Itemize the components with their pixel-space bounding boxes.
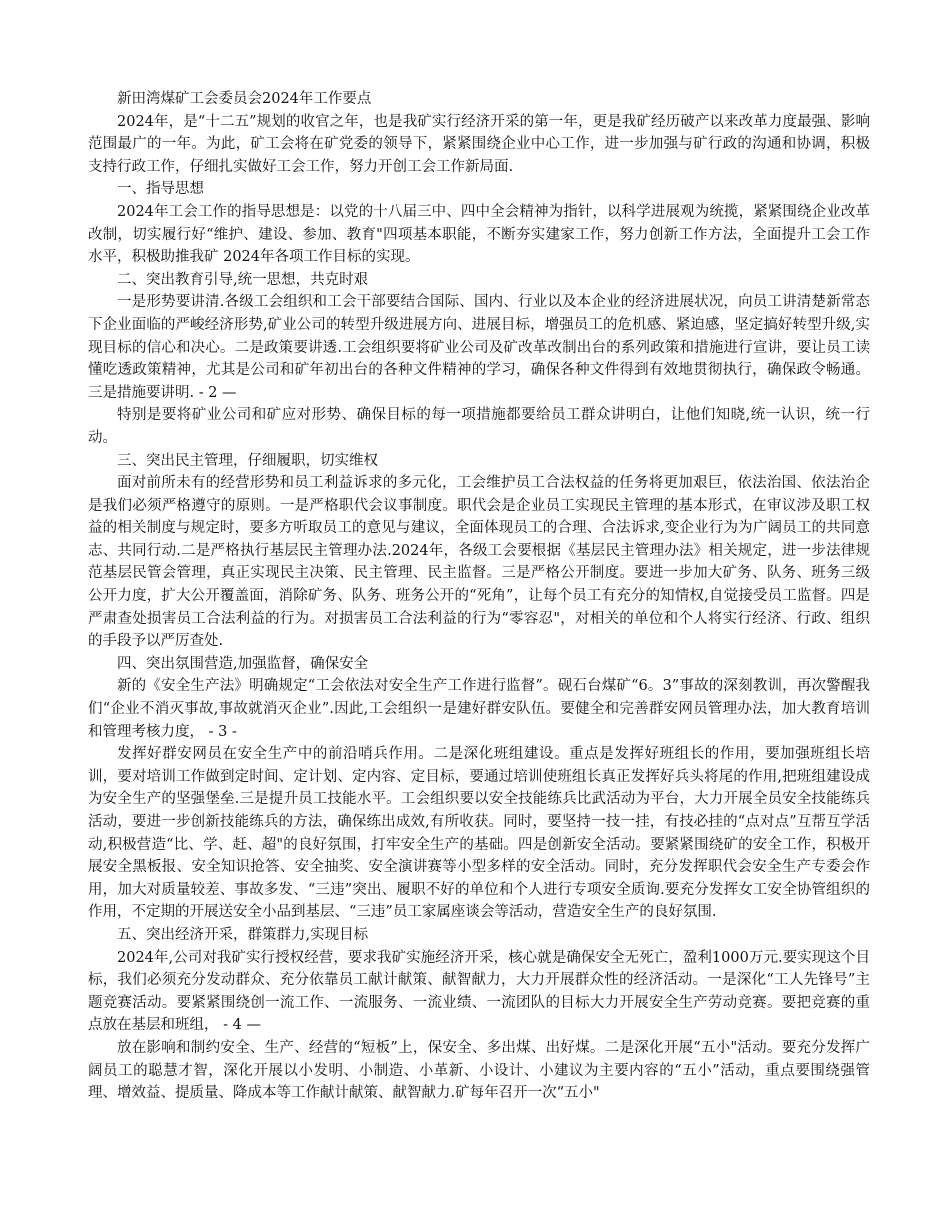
section-heading-2: 二、突出教育引导,统一思想，共克时艰 — [117, 271, 369, 288]
body-paragraph: 2024年工会工作的指导思想是：以党的十八届三中、四中全会精神为指针，以科学进展观为统揽，紧紧围绕企业改革改制，切实履行好“维护、建设、参加、教育"四项基本职能，不断夯实建家工作，努力创新工作方法，全面提升工会工作水平，积极助推我矿 2024年各项工作目标的实现。 — [88, 203, 870, 266]
body-paragraph: 发挥好群安网员在安全生产中的前沿哨兵作用。二是深化班组建设。重点是发挥好班组长的作用，要加强班组长培训，要对培训工作做到定时间、定计划、定内容、定目标，要通过培训使班组长真正发挥好兵头将尾的作用,把班组建设成为安全生产的坚强堡垒.三是提升员工技能水平。工会组织要以安全技能练兵比武活动为平台，大力开展全员安全技能练兵活动，要进一步创新技能练兵的方法，确保练出成效,有所收获。同时，要坚持一技一挂，有技必挂的“点对点”互帮互学活动,积极营造“比、学、赶、超"的良好氛围，打牢安全生产的基础。四是创新安全活动。要紧紧围绕矿的安全工作，积极开展安全黑板报、安全知识抢答、安全抽奖、安全演讲赛等小型多样的安全活动。同时，充分发挥职代会安全生产专委会作用，加大对质量较差、事故多发、“三违”突出、履职不好的单位和个人进行专项安全质询.要充分发挥女工安全协管组织的作用，不定期的开展送安全小品到基层、“三违”员工家属座谈会等活动，营造安全生产的良好氛围. — [88, 746, 870, 921]
body-paragraph: 放在影响和制约安全、生产、经营的“短板”上，保安全、多出煤、出好煤。二是深化开展“五小"活动。要充分发挥广阔员工的聪慧才智，深化开展以小发明、小制造、小革新、小设计、小建议为主要内容的“五小”活动，重点要围绕强管理、增效益、提质量、降成本等工作献计献策、献智献力.矿每年召开一次“五小" — [88, 1039, 870, 1102]
section-heading-1: 一、指导思想 — [117, 181, 204, 198]
body-paragraph: 特别是要将矿业公司和矿应对形势、确保目标的每一项措施都要给员工群众讲明白，让他们知晓,统一认识，统一行动。 — [88, 407, 870, 446]
document-page — [88, 88, 870, 1105]
section-heading-3: 三、突出民主管理，仔细履职，切实维权 — [117, 452, 378, 469]
body-paragraph: 2024年,公司对我矿实行授权经营，要求我矿实施经济开采，核心就是确保安全无死亡，盈利1000万元.要实现这个目标，我们必须充分发动群众、充分依靠员工献计献策、献智献力，大力开展群众性的经济活动。一是深化“工人先锋号”主题竞赛活动。要紧紧围绕创一流工作、一流服务、一流业绩、一流团队的目标大力开展安全生产劳动竞赛。要把竞赛的重点放在基层和班组， - 4 — — [88, 949, 870, 1034]
body-paragraph: 面对前所未有的经营形势和员工利益诉求的多元化，工会维护员工合法权益的任务将更加艰巨，依法治国、依法治企是我们必须严格遵守的原则。一是严格职代会议事制度。职代会是企业员工实现民主管理的基本形式，在审议涉及职工权益的相关制度与规定时，要多方听取员工的意见与建议，全面体现员工的合理、合法诉求,变企业行为为广阔员工的共同意志、共同行动.二是严格执行基层民主管理办法.2024年，各级工会要根据《基层民主管理办法》相关规定，进一步法律规范基层民管会管理，真正实现民主决策、民主管理、民主监督。三是严格公开制度。要进一步加大矿务、队务、班务三级公开力度，扩大公开覆盖面，消除矿务、队务、班务公开的“死角”，让每个员工有充分的知情权,自觉接受员工监督。四是严肃查处损害员工合法利益的行为。对损害员工合法利益的行为“零容忍"，对相关的单位和个人将实行经济、行政、组织的手段予以严厉查处. — [88, 475, 870, 650]
section-heading-4: 四、突出氛围营造,加强监督，确保安全 — [117, 655, 369, 672]
body-paragraph: 新的《安全生产法》明确规定“工会依法对安全生产工作进行监督”。砚石台煤矿“6。3”事故的深刻教训，再次警醒我们“企业不消灭事故,事故就消灭企业”.因此,工会组织一是建好群安队伍。要健全和完善群安网员管理办法，加大教育培训和管理考核力度， - 3 - — [88, 678, 870, 740]
document-title: 新田湾煤矿工会委员会2024年工作要点 — [117, 91, 372, 107]
intro-paragraph: 2024年，是“十二五”规划的收官之年，也是我矿实行经济开采的第一年，更是我矿经历破产以来改革力度最强、影响范围最广的一年。为此，矿工会将在矿党委的领导下，紧紧围绕企业中心工作，进一步加强与矿行政的沟通和协调，积极支持行政工作，仔细扎实做好工会工作，努力开创工会工作新局面. — [88, 113, 870, 175]
body-paragraph: 一是形势要讲清.各级工会组织和工会干部要结合国际、国内、行业以及本企业的经济进展状况，向员工讲清楚新常态下企业面临的严峻经济形势,矿业公司的转型升级进展方向、进展目标，增强员工的危机感、紧迫感，坚定搞好转型升级,实现目标的信心和决心。二是政策要讲透.工会组织要将矿业公司及矿改革改制出台的系列政策和措施进行宣讲，要让员工读懂吃透政策精神，尤其是公司和矿年初出台的各种文件精神的学习，确保各种文件得到有效地贯彻执行，确保政令畅通。三是措施要讲明. - 2 — — [88, 294, 870, 401]
section-heading-5: 五、突出经济开采，群策群力,实现目标 — [117, 926, 369, 943]
